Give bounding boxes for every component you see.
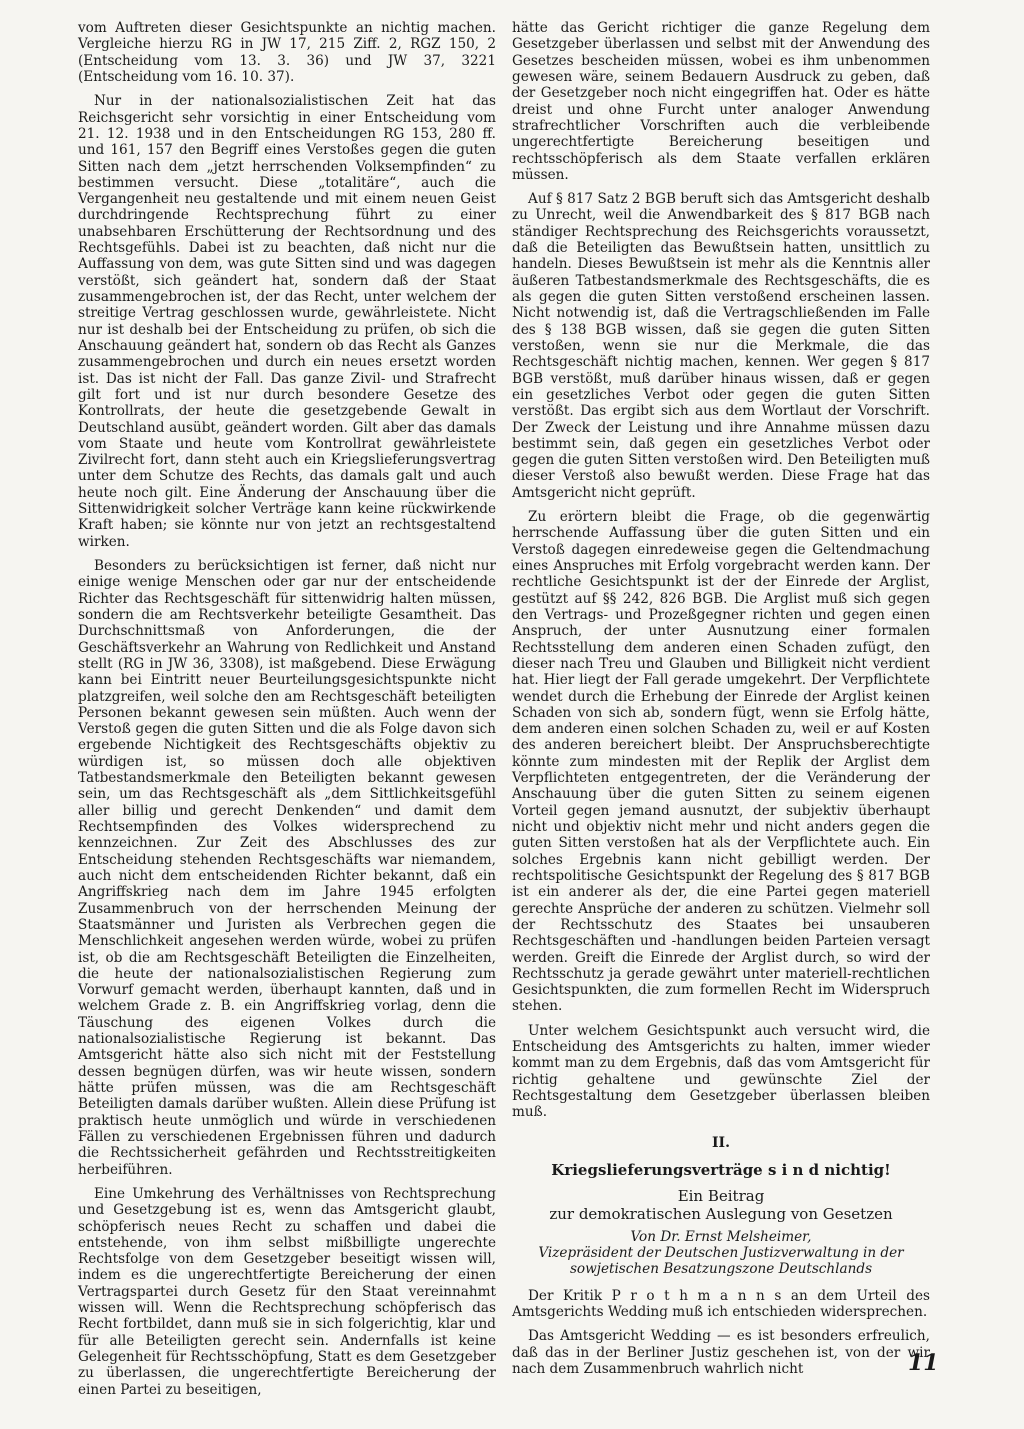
article-subtitle	[512, 1187, 930, 1223]
paragraph: Nur in der nationalsozialistischen Zeit hat das Reichsgericht sehr vorsichtig in einer Entscheidung vom 21. 12. 1938 und in den Entscheidungen RG 153, 280 ff. und 161, 157 den Begriff eines Verstoßes gegen die guten Sitten nach dem „jetzt herrschenden Volksempfinden“ zu bestimmen versucht. Diese „totalitäre“, auch die Vergangenheit neu gestaltende und mit einem neuen Geist durchdringende Rechtsprechung führt zu einer unabsehbaren Erschütterung der Rechtsordnung und des Rechtsgefühls. Dabei ist zu beachten, daß nicht nur die Auffassung von dem, was gute Sitten sind und was dagegen verstößt, sich geändert hat, sondern daß der Staat zusammengebrochen ist, der das Recht, unter welchem der streitige Vertrag geschlossen wurde, gewährleistete. Nicht nur ist deshalb bei der Entscheidung zu prüfen, ob sich die Anschauung geändert hat, sondern ob das Recht als Ganzes zusammengebrochen und durch ein neues ersetzt worden ist. Das ist nicht der Fall. Das ganze Zivil- und Strafrecht gilt fort und ist nur durch besondere Gesetze des Kontrollrats, der heute die gesetzgebende Gewalt in Deutschland ausübt, geändert worden. Gilt aber das damals vom Staate und heute vom Kontrollrat gewährleistete Zivilrecht fort, dann steht auch ein Kriegslieferungsvertrag unter dem Schutze des Rechts, das damals galt und auch heute noch gilt. Eine Änderung der Anschauung über die Sittenwidrigkeit solcher Verträge kann keine rückwirkende Kraft haben; sie könnte nur von jetzt an rechtsgestaltend wirken.	[78, 93, 496, 550]
section-number: II.	[712, 1134, 730, 1151]
article-author	[512, 1229, 930, 1278]
paragraph: hätte das Gericht richtiger die ganze Regelung dem Gesetzgeber überlassen und selbst mit der Anwendung des Gesetzes bescheiden müssen, wobei es ihm unbenommen gewesen wäre, seinem Bedauern Ausdruck zu geben, daß der Gesetzgeber noch nicht eingegriffen hat. Oder es hätte dreist und ohne Furcht unter analoger Anwendung strafrechtlicher Vorschriften auch die verbleibende ungerechtfertigte Bereicherung beseitigen und rechtsschöpferisch als dem Staate verfallen erklären müssen.	[512, 20, 930, 183]
paragraph: Eine Umkehrung des Verhältnisses von Rechtsprechung und Gesetzgebung ist es, wenn das Amtsgericht glaubt, schöpferisch neues Recht zu schaffen und dabei die entstehende, von ihm selbst mißbilligte ungerechte Rechtsfolge von dem Gesetzgeber beseitigt wissen will, indem es die ungerechtfertigte Bereicherung der einen Vertragspartei durch Gesetz für den Staat vereinnahmt wissen will. Wenn die Rechtsprechung schöpferisch das Recht fortbildet, dann muß sie in sich folgerichtig, klar und für alle Beteiligten gerecht sein. Andernfalls ist keine Gelegenheit für Rechtsschöpfung, Statt es dem Gesetzgeber zu überlassen, die ungerechtfertigte Bereicherung der einen Partei zu beseitigen,	[78, 1185, 496, 1398]
paragraph: Zu erörtern bleibt die Frage, ob die gegenwärtig herrschende Auffassung über die guten Sitten und ein Verstoß dagegen einredeweise gegen die Geltendmachung eines Anspruches mit Erfolg vorgebracht werden kann. Der rechtliche Gesichtspunkt ist der der Einrede der Arglist, gestützt auf §§ 242, 826 BGB. Die Arglist muß sich gegen den Vertrags- und Prozeßgegner richten und gegen einen Anspruch, der unter Ausnutzung einer formalen Rechtsstellung dem anderen einen Schaden zufügt, den dieser nach Treu und Glauben und Billigkeit nicht verdient hat. Hier liegt der Fall gerade umgekehrt. Der Verpflichtete wendet durch die Erhebung der Einrede der Arglist keinen Schaden von sich ab, sondern fügt, wenn sie Erfolg hätte, dem anderen einen solchen Schaden zu, weil er auf Kosten des anderen bereichert bleibt. Der Anspruchsberechtigte könnte zum mindesten mit der Replik der Arglist dem Verpflichteten entgegentreten, der die Veränderung der Anschauung über die guten Sitten zu seinem eigenen Vorteil gegen jemand ausnutzt, der subjektiv überhaupt nicht und objektiv nicht mehr und nicht anders gegen die guten Sitten verstoßen hat als der Verpflichtete auch. Ein solches Ergebnis kann nicht gebilligt werden. Der rechtspolitische Gesichtspunkt der Regelung des § 817 BGB ist ein anderer als der, die eine Partei gegen materiell gerechte Ansprüche der anderen zu schützen. Vielmehr soll der Rechtsschutz des Staates bei unsauberen Rechtsgeschäften und -handlungen beiden Parteien versagt werden. Greift die Einrede der Arglist durch, so wird der Rechtsschutz ja gerade gewährt unter materiell-rechtlichen Gesichtspunkten, die zum formellen Recht im Widerspruch stehen.	[512, 509, 930, 1015]
paragraph: Besonders zu berücksichtigen ist ferner, daß nicht nur einige wenige Menschen oder gar nur der entscheidende Richter das Rechtsgeschäft für sittenwidrig halten müssen, sondern die am Rechtsverkehr beteiligte Gesamtheit. Das Durchschnittsmaß von Anforderungen, die der Geschäftsverkehr an Wahrung von Redlichkeit und Anstand stellt (RG in JW 36, 3308), ist maßgebend. Diese Erwägung kann bei Eintritt neuer Beurteilungsgesichtspunkte nicht platzgreifen, weil solche den am Rechtsgeschäft beteiligten Personen bekannt gewesen sein müßten. Auch wenn der Verstoß gegen die guten Sitten und die als Folge davon sich ergebende Nichtigkeit des Rechtsgeschäfts objektiv zu würdigen ist, so müssen doch alle objektiven Tatbestandsmerkmale den Beteiligten bekannt gewesen sein, um das Rechtsgeschäft als „dem Sittlichkeitsgefühl aller billig und gerecht Denkenden“ und damit dem Rechtsempfinden des Volkes widersprechend zu kennzeichnen. Zur Zeit des Abschlusses des zur Entscheidung stehenden Rechtsgeschäfts war niemandem, auch nicht dem entscheidenden Richter bekannt, daß ein Angriffskrieg nach dem im Jahre 1945 erfolgten Zusammenbruch von der herrschenden Meinung der Staatsmänner und Juristen als Verbrechen gegen die Menschlichkeit angesehen werden würde, wobei zu prüfen ist, ob die am Rechtsgeschäft Beteiligten die Einzelheiten, die heute der nationalsozialistischen Regierung zum Vorwurf gemacht werden, überhaupt kannten, daß und in welchem Grade z. B. ein Angriffskrieg vorlag, denn die Täuschung des eigenen Volkes durch die nationalsozialistische Regierung ist bekannt. Das Amtsgericht hätte also sich nicht mit der Feststellung dessen begnügen dürfen, was wir heute wissen, sondern hätte prüfen müssen, was die am Rechtsgeschäft Beteiligten damals darüber wußten. Allein diese Prüfung ist praktisch heute unmöglich und würde in verschiedenen Fällen zu verschiedenen Ergebnissen führen und dadurch die Rechtssicherheit gefährden und Rechtsstreitigkeiten herbeiführen.	[78, 558, 496, 1178]
subtitle-line: Ein Beitrag	[677, 1186, 765, 1205]
subtitle-line: zur demokratischen Auslegung von Gesetzen	[549, 1204, 893, 1223]
article-title: Kriegslieferungsverträge s i n d nichtig!	[551, 1160, 891, 1179]
paragraph: vom Auftreten dieser Gesichtspunkte an nichtig machen. Vergleiche hierzu RG in JW 17, 215 Ziff. 2, RGZ 150, 2 (Entscheidung vom 13. 3. 36) und JW 37, 3221 (Entscheidung vom 16. 10. 37).	[78, 20, 496, 85]
page-number: 11	[908, 1350, 939, 1376]
paragraph: Das Amtsgericht Wedding — es ist besonders erfreulich, daß das in der Berliner Justiz geschehen ist, von der wir nach dem Zusammenbruch wahrlich nicht	[512, 1328, 930, 1377]
paragraph: Auf § 817 Satz 2 BGB beruft sich das Amtsgericht deshalb zu Unrecht, weil die Anwendbarkeit des § 817 BGB nach ständiger Rechtsprechung des Reichsgerichts voraussetzt, daß die Beteiligten das Bewußtsein hatten, unsittlich zu handeln. Dieses Bewußtsein ist mehr als die Kenntnis aller äußeren Tatbestandsmerkmale des Rechtsgeschäfts, die es als gegen die guten Sitten verstoßend erscheinen lassen. Nicht notwendig ist, daß die Vertragschließenden im Falle des § 138 BGB wissen, daß sie gegen die guten Sitten verstoßen, wenn sie nur die Merkmale, die das Rechtsgeschäft nichtig machen, kennen. Wer gegen § 817 BGB verstößt, muß darüber hinaus wissen, daß er gegen ein gesetzliches Verbot oder gegen die guten Sitten verstößt. Das ergibt sich aus dem Wortlaut der Vorschrift. Der Zweck der Leistung und ihre Annahme müssen dazu bestimmt sein, daß gegen ein gesetzliches Verbot oder gegen die guten Sitten verstoßen wird. Den Beteiligten muß dieser Verstoß also bewußt werden. Diese Frage hat das Amtsgericht nicht geprüft.	[512, 191, 930, 501]
left-column	[78, 20, 496, 1406]
author-name: Von Dr. Ernst Melsheimer,	[630, 1228, 812, 1245]
paragraph: Unter welchem Gesichtspunkt auch versucht wird, die Entscheidung des Amtsgerichts zu halten, immer wieder kommt man zu dem Ergebnis, daß das vom Amtsgericht für richtig gehaltene und gewünschte Ziel der Rechtsgestaltung dem Gesetzgeber überlassen bleiben muß.	[512, 1022, 930, 1121]
author-affiliation: Vizepräsident der Deutschen Justizverwaltung in der sowjetischen Besatzungszone Deutschlands	[538, 1244, 904, 1278]
paragraph: Der Kritik P r o t h m a n n s an dem Urteil des Amtsgerichts Wedding muß ich entschieden widersprechen.	[512, 1287, 930, 1320]
right-column	[512, 20, 930, 1385]
